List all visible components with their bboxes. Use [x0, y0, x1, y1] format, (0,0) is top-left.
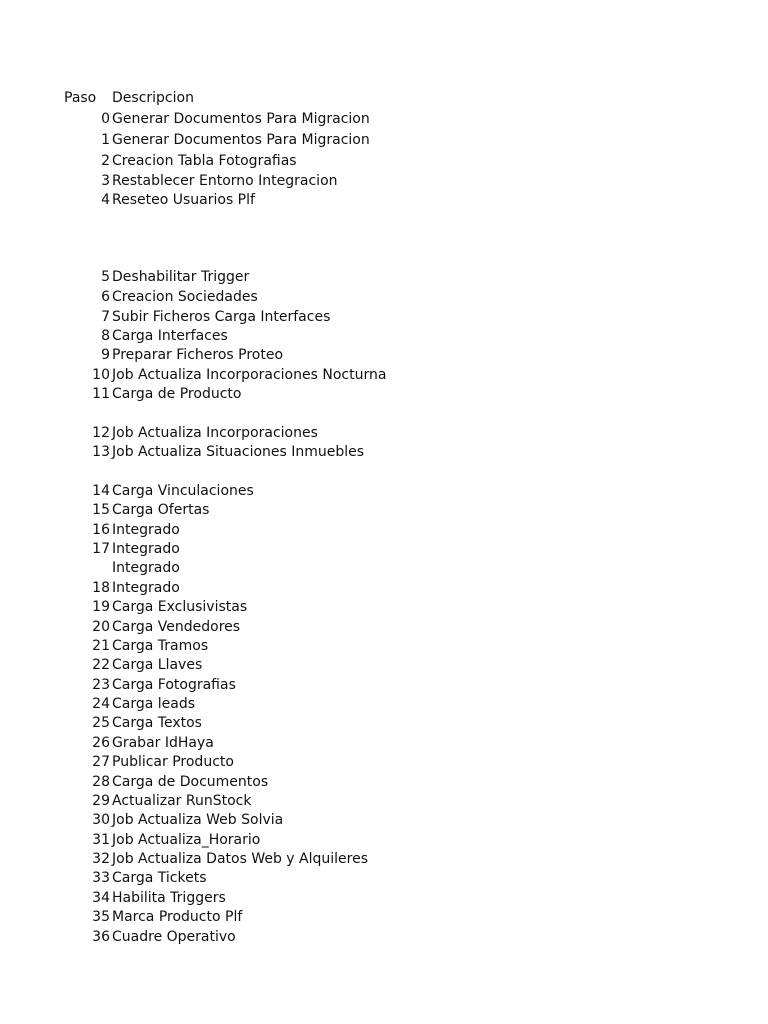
step-description: Cuadre Operativo — [112, 929, 236, 945]
table-row — [0, 753, 768, 771]
table-row — [0, 579, 768, 597]
step-description: Carga de Producto — [112, 386, 242, 402]
step-description: Carga Tramos — [112, 638, 209, 654]
step-number: 0 — [101, 111, 110, 127]
step-description: Publicar Producto — [112, 754, 234, 770]
table-row — [0, 676, 768, 694]
step-number: 32 — [92, 851, 110, 867]
table-row — [0, 327, 768, 345]
step-description: Subir Ficheros Carga Interfaces — [112, 309, 331, 325]
step-number: 1 — [101, 132, 110, 148]
step-description: Carga leads — [112, 696, 196, 712]
step-number: 34 — [92, 890, 110, 906]
table-row — [0, 618, 768, 636]
table-row — [0, 850, 768, 868]
table-row — [0, 443, 768, 461]
step-description: Job Actualiza Incorporaciones — [112, 425, 318, 441]
table-row — [0, 308, 768, 326]
table-row — [0, 656, 768, 674]
step-description: Carga Textos — [112, 715, 202, 731]
step-number: 3 — [101, 173, 110, 189]
column-header-paso: Paso — [64, 90, 97, 106]
step-number: 35 — [92, 909, 110, 925]
step-description: Actualizar RunStock — [112, 793, 252, 809]
table-row — [0, 172, 768, 190]
step-description: Job Actualiza_Horario — [112, 832, 261, 848]
step-number: 18 — [92, 580, 110, 596]
table-row — [0, 268, 768, 286]
step-number: 25 — [92, 715, 110, 731]
step-description: Generar Documentos Para Migracion — [112, 132, 370, 148]
step-description: Integrado — [112, 522, 180, 538]
step-number: 24 — [92, 696, 110, 712]
step-description: Carga de Documentos — [112, 774, 269, 790]
step-number: 19 — [92, 599, 110, 615]
table-row — [0, 598, 768, 616]
table-row — [0, 131, 768, 149]
table-row — [0, 889, 768, 907]
step-description: Carga Llaves — [112, 657, 203, 673]
step-description: Carga Fotografias — [112, 677, 236, 693]
step-description: Marca Producto Plf — [112, 909, 243, 925]
step-number: 11 — [92, 386, 110, 402]
step-description: Reseteo Usuarios Plf — [112, 192, 255, 208]
step-number: 8 — [101, 328, 110, 344]
step-number: 16 — [92, 522, 110, 538]
table-row — [0, 366, 768, 384]
table-row — [0, 540, 768, 558]
step-number: 30 — [92, 812, 110, 828]
step-number: 21 — [92, 638, 110, 654]
step-description: Deshabilitar Trigger — [112, 269, 250, 285]
step-description: Carga Tickets — [112, 870, 207, 886]
table-row — [0, 811, 768, 829]
step-number: 13 — [92, 444, 110, 460]
step-number: 14 — [92, 483, 110, 499]
step-description: Carga Vendedores — [112, 619, 241, 635]
step-number: 15 — [92, 502, 110, 518]
step-description: Generar Documentos Para Migracion — [112, 111, 370, 127]
column-header-descripcion: Descripcion — [112, 90, 194, 106]
table-row — [0, 110, 768, 128]
step-number: 5 — [101, 269, 110, 285]
step-number: 22 — [92, 657, 110, 673]
table-row — [0, 928, 768, 946]
step-description: Carga Interfaces — [112, 328, 228, 344]
step-number: 2 — [101, 153, 110, 169]
step-description: Job Actualiza Incorporaciones Nocturna — [112, 367, 387, 383]
step-description: Integrado — [112, 580, 180, 596]
table-row — [0, 773, 768, 791]
step-description: Job Actualiza Situaciones Inmuebles — [112, 444, 365, 460]
step-number: 17 — [92, 541, 110, 557]
step-number: 4 — [101, 192, 110, 208]
step-description: Restablecer Entorno Integracion — [112, 173, 338, 189]
table-row — [0, 695, 768, 713]
step-description: Job Actualiza Web Solvia — [112, 812, 284, 828]
step-description: Creacion Tabla Fotografias — [112, 153, 297, 169]
step-number: 29 — [92, 793, 110, 809]
table-row — [0, 482, 768, 500]
step-description: Integrado — [112, 560, 180, 576]
step-number: 28 — [92, 774, 110, 790]
step-number: 20 — [92, 619, 110, 635]
step-number: 27 — [92, 754, 110, 770]
step-description: Preparar Ficheros Proteo — [112, 347, 284, 363]
step-number: 33 — [92, 870, 110, 886]
step-number: 36 — [92, 929, 110, 945]
table-row — [0, 792, 768, 810]
table-row — [0, 831, 768, 849]
step-number: 9 — [101, 347, 110, 363]
step-number: 31 — [92, 832, 110, 848]
table-row — [0, 424, 768, 442]
table-row — [0, 734, 768, 752]
step-number: 26 — [92, 735, 110, 751]
table-row — [0, 152, 768, 170]
step-description: Carga Ofertas — [112, 502, 210, 518]
step-description: Habilita Triggers — [112, 890, 226, 906]
step-number: 7 — [101, 309, 110, 325]
step-description: Carga Vinculaciones — [112, 483, 254, 499]
step-number: 10 — [92, 367, 110, 383]
step-number: 6 — [101, 289, 110, 305]
step-description: Carga Exclusivistas — [112, 599, 248, 615]
table-row — [0, 521, 768, 539]
step-description: Grabar IdHaya — [112, 735, 214, 751]
table-row — [0, 637, 768, 655]
table-row — [0, 191, 768, 209]
table-row — [0, 714, 768, 732]
table-row — [0, 346, 768, 364]
table-row — [0, 501, 768, 519]
step-description: Job Actualiza Datos Web y Alquileres — [112, 851, 368, 867]
step-description: Creacion Sociedades — [112, 289, 258, 305]
step-number: 12 — [92, 425, 110, 441]
step-description: Integrado — [112, 541, 180, 557]
table-row — [0, 288, 768, 306]
table-row — [0, 869, 768, 887]
step-number: 23 — [92, 677, 110, 693]
table-row — [0, 385, 768, 403]
table-row — [0, 559, 768, 577]
table-row — [0, 908, 768, 926]
